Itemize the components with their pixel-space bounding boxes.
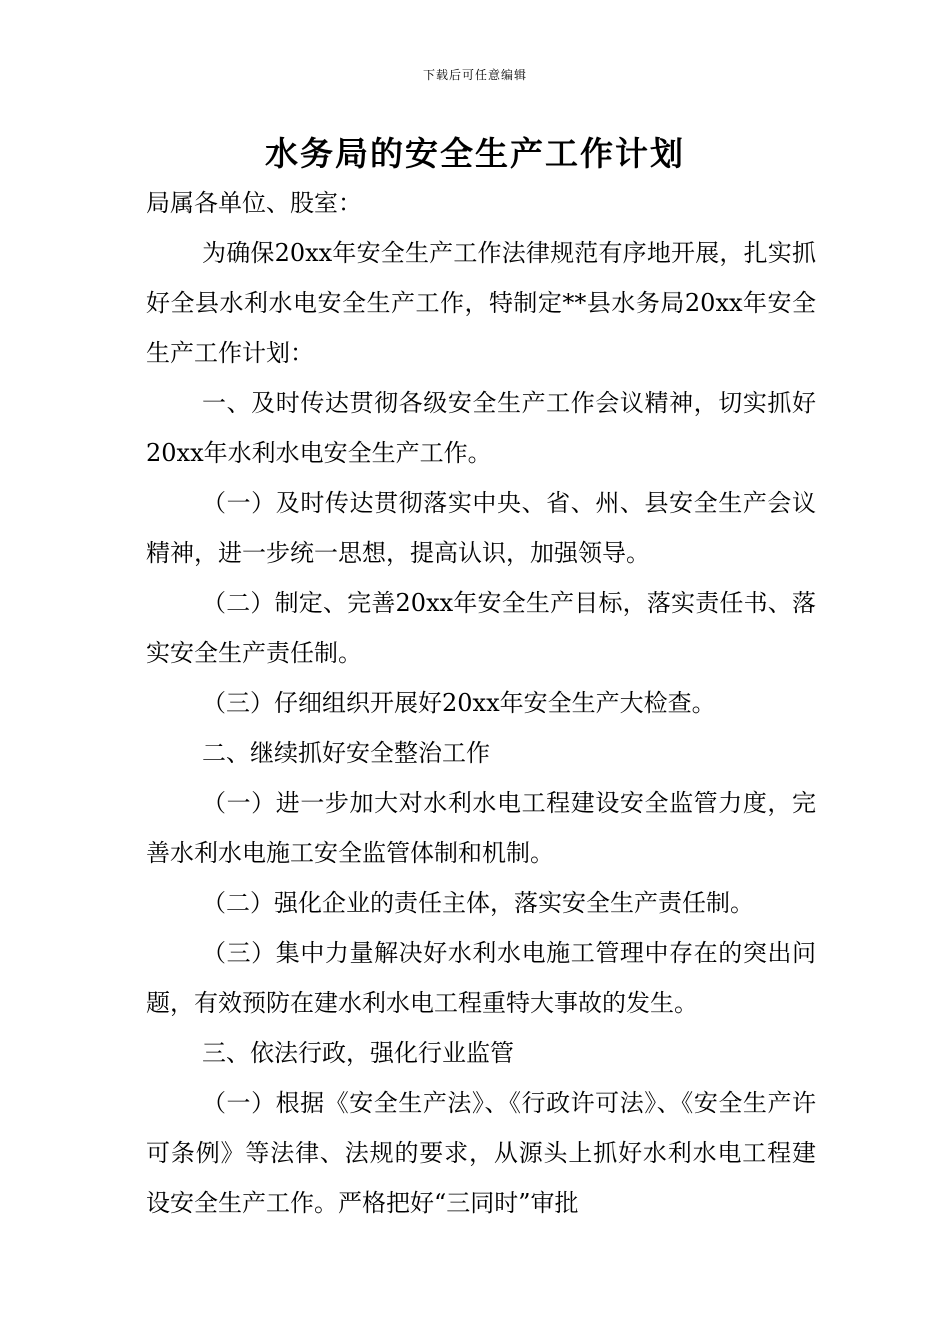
salutation: 局属各单位、股室： xyxy=(146,189,362,217)
header-note: 下载后可任意编辑 xyxy=(422,68,527,82)
list-item: （三）集中力量解决好水利水电施工管理中存在的突出问题，有效预防在建水利水电工程重特大事故的发生。 xyxy=(146,939,816,1017)
section-heading-2: 二、继续抓好安全整治工作 xyxy=(202,739,490,767)
list-item: （一）及时传达贯彻落实中央、省、州、县安全生产会议精神，进一步统一思想，提高认识，加强领导。 xyxy=(146,489,816,567)
page-title: 水务局的安全生产工作计划 xyxy=(265,134,685,173)
list-item: （一）进一步加大对水利水电工程建设安全监管力度，完善水利水电施工安全监管体制和机制。 xyxy=(146,789,816,867)
list-item: （三）仔细组织开展好20xx年安全生产大检查。 xyxy=(202,689,716,717)
section-heading-3: 三、依法行政，强化行业监管 xyxy=(202,1039,514,1067)
list-item: （二）制定、完善20xx年安全生产目标，落实责任书、落实安全生产责任制。 xyxy=(146,589,816,667)
intro-paragraph: 为确保20xx年安全生产工作法律规范有序地开展，扎实抓好全县水利水电安全生产工作，特制定**县水务局20xx年安全生产工作计划： xyxy=(146,239,816,367)
list-item: （一）根据《安全生产法》、《行政许可法》、《安全生产许可条例》等法律、法规的要求，从源头上抓好水利水电工程建设安全生产工作。严格把好“三同时”审批 xyxy=(146,1089,816,1217)
section-heading-1: 一、及时传达贯彻各级安全生产工作会议精神，切实抓好20xx年水利水电安全生产工作。 xyxy=(146,389,816,467)
list-item: （二）强化企业的责任主体，落实安全生产责任制。 xyxy=(202,889,754,917)
document-body xyxy=(146,178,816,1228)
